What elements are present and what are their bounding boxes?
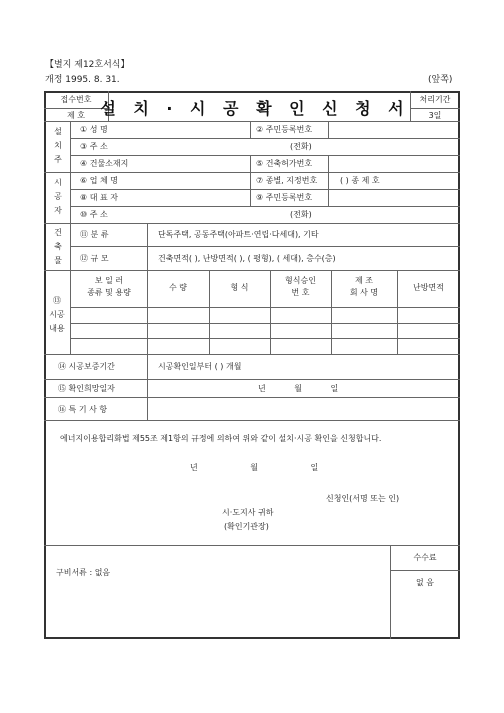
col-heating-area: 난방면적 <box>413 283 444 292</box>
permit-no-label: ⑤ 건축허가번호 <box>256 159 313 168</box>
desired-date-value: 년 월 일 <box>258 384 339 393</box>
processing-period-label: 처리기간 <box>419 95 451 104</box>
address-label: ③ 주 소 <box>80 142 108 151</box>
form-tag: 【별지 제12호서식】 <box>45 60 130 70</box>
contractor-address-label: ⑩ 주 소 <box>80 210 108 219</box>
category-value: 단독주택, 공동주택(아파트·연립·다세대), 기타 <box>158 230 319 239</box>
warranty-value: 시공확인일부터 ( ) 개월 <box>158 362 242 371</box>
fee-label: 수수료 <box>413 553 437 562</box>
type-no-label: ⑦ 종별, 지정번호 <box>256 176 318 185</box>
revision-date: 개정 1995. 8. 31. <box>45 75 120 85</box>
construction-section-label: 시공 내용 <box>49 310 65 333</box>
col-boiler-type: 보 일 러 종류 및 용량 <box>87 276 131 297</box>
statement-text: 에너지이용합리화법 제55조 제1항의 규정에 의하여 위와 같이 설치·시공 확인을 신청합니다. <box>60 434 382 443</box>
number-label: 제 호 <box>67 111 85 120</box>
building-location-label: ④ 건물소재지 <box>80 159 129 168</box>
type-no-value: ( ) 종 제 호 <box>340 176 380 185</box>
scale-value: 건축면적( ), 난방면적( ), ( 평형), ( 세대), 층수(층) <box>158 254 336 263</box>
fee-value: 없 음 <box>416 578 434 587</box>
name-label: ① 성 명 <box>80 125 108 134</box>
construction-section-no: ⑬ <box>53 296 61 305</box>
col-manufacturer: 제 조 회 사 명 <box>349 276 379 297</box>
resident-no-label: ② 주민등록번호 <box>256 125 313 134</box>
page-title: 설 치 · 시 공 확 인 신 청 서 <box>100 99 410 118</box>
col-approval-no: 형식승인 번 호 <box>285 276 316 297</box>
warranty-label: ⑭ 시공보증기간 <box>58 362 115 371</box>
addressee-sub: (확인기관장) <box>224 522 269 531</box>
scale-label: ⑫ 규 모 <box>80 254 109 263</box>
addressee: 시·도지사 귀하 <box>222 508 274 517</box>
statement-date: 년 월 일 <box>190 463 319 472</box>
contractor-phone-label: (전화) <box>290 210 312 219</box>
col-type: 형 식 <box>230 283 249 292</box>
category-label: ⑪ 분 류 <box>80 230 109 239</box>
receipt-no-label: 접수번호 <box>60 95 92 104</box>
business-name-label: ⑥ 업 체 명 <box>80 176 118 185</box>
phone-label: (전화) <box>290 142 312 151</box>
building-section-label: 건 축 물 <box>54 228 62 265</box>
contractor-resident-no-label: ⑨ 주민등록번호 <box>256 193 313 202</box>
attachments-note: 구비서류 : 없음 <box>56 568 111 577</box>
col-quantity: 수 량 <box>169 283 187 292</box>
page-side: (앞쪽) <box>428 75 453 85</box>
representative-label: ⑧ 대 표 자 <box>80 193 118 202</box>
desired-date-label: ⑮ 확인희망일자 <box>58 384 115 393</box>
applicant-signature: 신청인(서명 또는 인) <box>326 494 400 503</box>
installer-section-label: 설 치 주 <box>54 127 62 164</box>
notes-label: ⑯ 특 기 사 항 <box>58 405 108 414</box>
contractor-section-label: 시 공 자 <box>54 178 62 215</box>
processing-period-value: 3일 <box>428 111 442 120</box>
